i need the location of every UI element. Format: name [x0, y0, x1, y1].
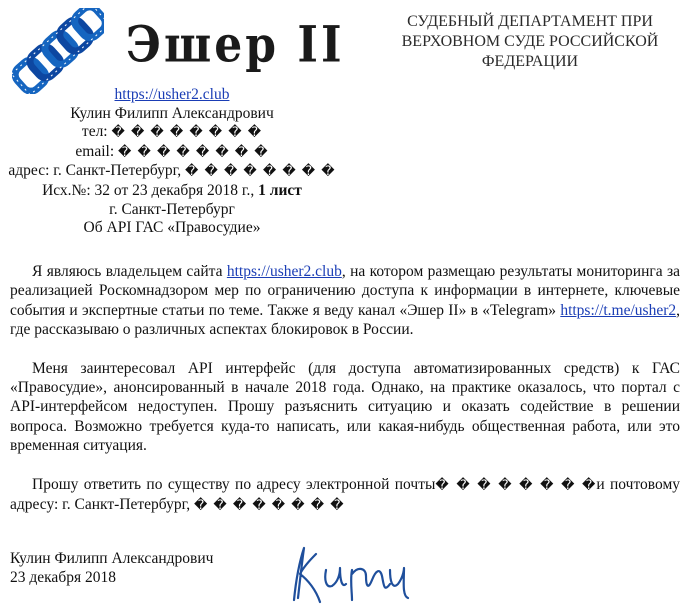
- phone-line: [0, 123, 344, 143]
- paragraph-1: [10, 262, 680, 340]
- reference-text: Исх.№: 32 от 23 декабря 2018 г.,: [42, 181, 259, 199]
- address-redacted: � � � � � � � �: [185, 164, 336, 180]
- city-line: г. Санкт-Петербург: [109, 200, 235, 218]
- page-count: 1 лист: [258, 181, 302, 199]
- email-label: email:: [75, 142, 115, 160]
- signoff-name: Кулин Филипп Александрович: [10, 550, 214, 567]
- telegram-link[interactable]: https://t.me/usher2: [560, 301, 677, 319]
- recipient-line: СУДЕБНЫЙ ДЕПАРТАМЕНТ ПРИ: [407, 13, 653, 30]
- paragraph-text: и почтовому адресу: г. Санкт-Петербург,: [10, 475, 680, 514]
- paragraph-text: , где рассказываю о различных аспектах блокировок в России.: [10, 301, 680, 339]
- paragraph-text: , на котором размещаю результаты мониторинга за реализацией Роскомнадзором мер по ограничению доступа к информации в интернете, ключевые события и экспертные статьи по теме. Также я веду канал «Эшер II» в «Telegram»: [10, 263, 680, 319]
- letter-body: [10, 262, 680, 534]
- address-line: [0, 162, 344, 182]
- signoff-date: 23 декабря 2018: [10, 569, 116, 587]
- email-redacted-inline: � � � � � � � �: [435, 477, 597, 493]
- paragraph-text: Я являюсь владельцем сайта: [32, 263, 227, 280]
- brand-title: Эшер II: [126, 16, 345, 75]
- address-redacted-inline: � � � � � � � �: [193, 498, 345, 514]
- reference-line: [0, 182, 344, 201]
- phone-redacted: � � � � � � � �: [111, 125, 263, 141]
- email-redacted: � � � � � � � �: [118, 144, 269, 160]
- recipient-line: ВЕРХОВНОМ СУДЕ РОССИЙСКОЙ: [401, 33, 659, 50]
- address-label: адрес: г. Санкт-Петербург,: [8, 162, 182, 180]
- site-link-inline[interactable]: https://usher2.club: [226, 263, 342, 280]
- phone-label: тел:: [81, 123, 108, 141]
- recipient-line: ФЕДЕРАЦИИ: [481, 53, 579, 70]
- paragraph-3: [10, 475, 680, 516]
- subject-line: Об API ГАС «Правосудие»: [83, 219, 261, 237]
- sender-name: Кулин Филипп Александрович: [70, 104, 274, 122]
- sender-block: [0, 86, 344, 238]
- paragraph-text: Прошу ответить по существу по адресу электронной почты: [32, 475, 436, 493]
- site-link[interactable]: https://usher2.club: [114, 86, 230, 103]
- email-line: [0, 143, 344, 163]
- handwritten-signature-icon: [286, 540, 420, 610]
- paragraph-2: Меня заинтересовал API интерфейс (для доступа автоматизированных средств) к ГАС «Правосудие», анонсированный в начале 2018 года. Однако, на практике оказалось, что портал с API-интерфейсом недоступен. Прошу разъяснить ситуацию и оказать содействие в решении вопроса. Возможно требуется куда-то написать, или какая-нибудь общественная работа, или это временная ситуация.: [10, 359, 680, 455]
- chain-link-logo-icon: [12, 8, 104, 94]
- recipient-block: [382, 12, 678, 72]
- signoff-block: [10, 549, 213, 588]
